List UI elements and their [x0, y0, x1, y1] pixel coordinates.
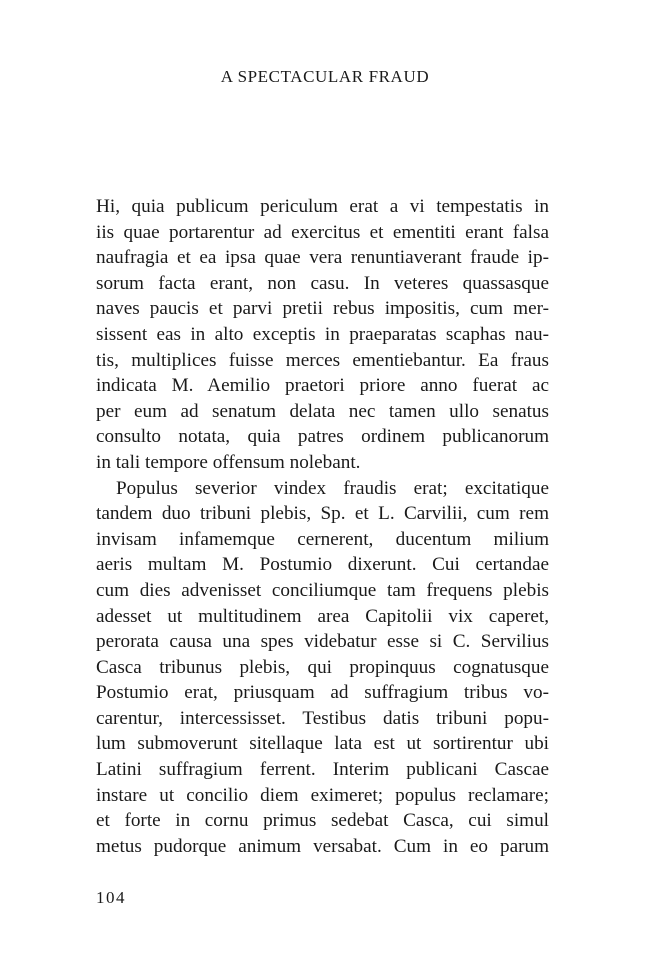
- text-line: Postumio erat, priusquam ad suffragium tribus vo-: [96, 682, 549, 704]
- text-line: Casca tribunus plebis, qui propinquus cognatusque: [96, 656, 549, 678]
- text-line: naves paucis et parvi pretii rebus impositis, cum mer-: [96, 298, 549, 320]
- text-line: Populus severior vindex fraudis erat; excitatique: [116, 477, 549, 499]
- text-line: Hi, quia publicum periculum erat a vi tempestatis in: [96, 196, 549, 217]
- text-line: per eum ad senatum delata nec tamen ullo senatus: [96, 400, 549, 422]
- text-line: sissent eas in alto exceptis in praeparatas scaphas nau-: [96, 323, 549, 345]
- text-line: perorata causa una spes videbatur esse si C. Servilius: [96, 631, 549, 653]
- text-line: instare ut concilio diem eximeret; populus reclamare;: [96, 784, 549, 806]
- text-line: aeris multam M. Postumio dixerunt. Cui certandae: [96, 554, 549, 576]
- text-line: in tali tempore offensum nolebant.: [96, 451, 361, 473]
- text-line: lum submoverunt sitellaque lata est ut sortirentur ubi: [96, 733, 549, 755]
- text-line: indicata M. Aemilio praetori priore anno fuerat ac: [96, 375, 549, 397]
- text-line: naufragia et ea ipsa quae vera renuntiaverant fraude ip-: [96, 247, 549, 269]
- text-line: sorum facta erant, non casu. In veteres quassasque: [96, 272, 549, 294]
- text-line: iis quae portarentur ad exercitus et ementiti erant falsa: [96, 221, 549, 243]
- text-line: carentur, intercessisset. Testibus datis tribuni popu-: [96, 707, 549, 729]
- text-line: Latini suffragium ferrent. Interim publicani Cascae: [96, 759, 549, 781]
- body-text: [96, 194, 549, 859]
- text-line: consulto notata, quia patres ordinem publicanorum: [96, 426, 549, 448]
- text-line: cum dies advenisset conciliumque tam frequens plebis: [96, 579, 549, 601]
- text-line: metus pudorque animum versabat. Cum in eo parum: [96, 835, 549, 857]
- text-line: tis, multiplices fuisse merces ementiebantur. Ea fraus: [96, 349, 549, 371]
- running-header: A SPECTACULAR FRAUD: [220, 67, 430, 86]
- text-line: adesset ut multitudinem area Capitolii vix caperet,: [96, 605, 549, 627]
- text-line: tandem duo tribuni plebis, Sp. et L. Carvilii, cum rem: [96, 503, 549, 525]
- text-line: et forte in cornu primus sedebat Casca, cui simul: [96, 810, 549, 832]
- text-line: invisam infamemque cernerent, ducentum milium: [96, 528, 549, 550]
- page-number: 104: [96, 888, 126, 907]
